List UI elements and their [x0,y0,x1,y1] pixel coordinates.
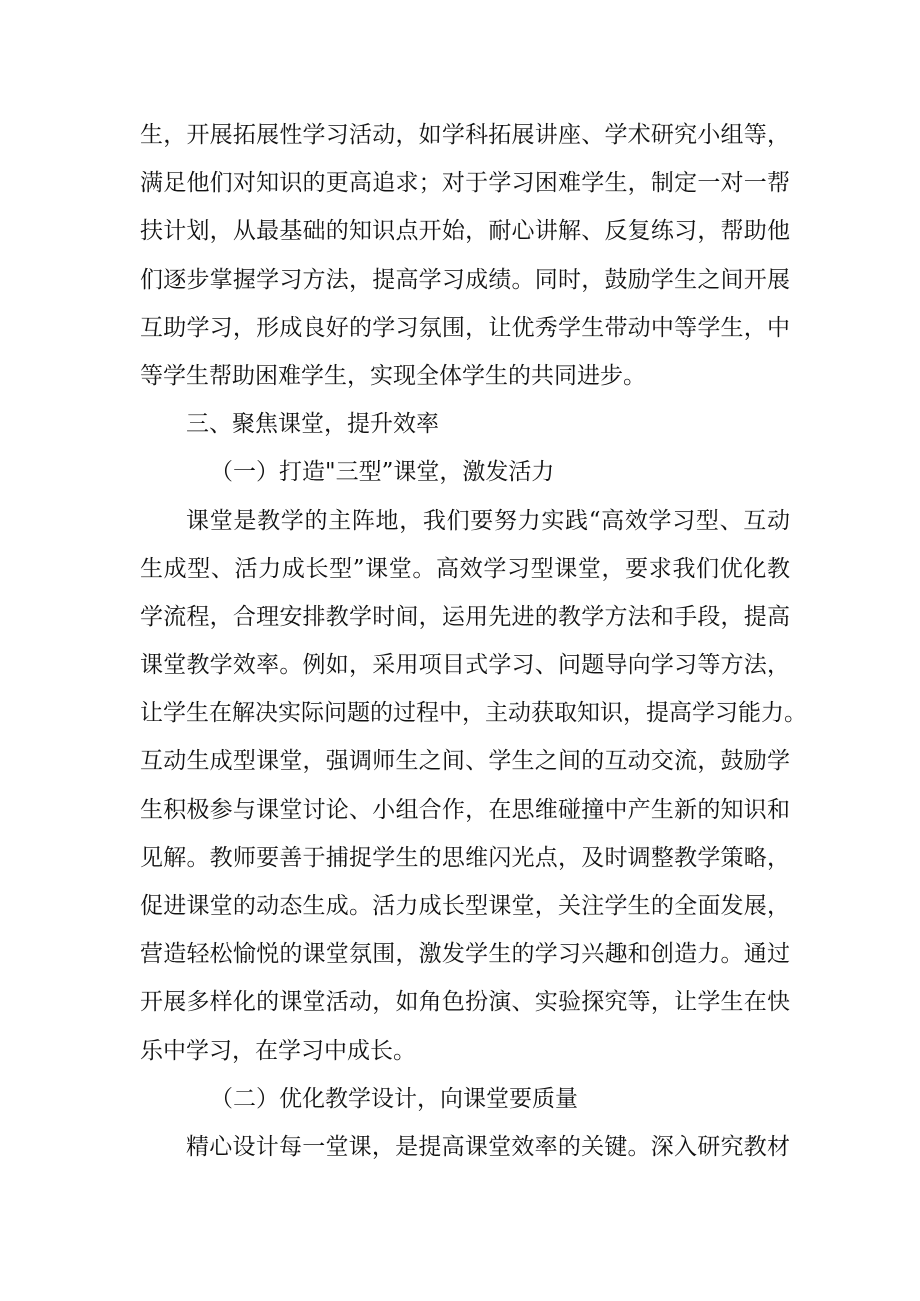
paragraph-line: 学流程，合理安排教学时间，运用先进的教学方法和手段，提高 [140,603,790,630]
subsection-heading: （二）优化教学设计，向课堂要质量 [210,1085,578,1112]
paragraph-line: 见解。教师要善于捕捉学生的思维闪光点，及时调整教学策略， [140,844,790,871]
paragraph-line: 营造轻松愉悦的课堂氛围，激发学生的学习兴趣和创造力。通过 [140,941,790,968]
paragraph-line: 促进课堂的动态生成。活力成长型课堂，关注学生的全面发展， [140,893,790,919]
paragraph-line: 课堂教学效率。例如，采用项目式学习、问题导向学习等方法， [140,652,790,679]
paragraph-line: 等学生帮助困难学生，实现全体学生的共同进步。 [140,362,646,389]
section-heading: 三、聚焦课堂，提升效率 [186,411,439,438]
paragraph-line: 生成型、活力成长型”课堂。高效学习型课堂，要求我们优化教 [140,555,790,582]
paragraph-line: 互动生成型课堂，强调师生之间、学生之间的互动交流，鼓励学 [140,748,790,775]
body-text [140,111,807,1171]
paragraph-line: 让学生在解决实际问题的过程中，主动获取知识，提高学习能力。 [140,700,807,727]
paragraph-line: 生，开展拓展性学习活动，如学科拓展讲座、学术研究小组等， [140,122,790,148]
paragraph-line: 精心设计每一堂课，是提高课堂效率的关键。深入研究教材 [186,1133,790,1160]
paragraph-line: 乐中学习，在学习中成长。 [140,1037,416,1064]
paragraph-line: 开展多样化的课堂活动，如角色扮演、实验探究等，让学生在快 [140,989,790,1016]
paragraph-line: 扶计划，从最基础的知识点开始，耐心讲解、反复练习，帮助他 [140,218,790,245]
paragraph-line: 满足他们对知识的更高追求；对于学习困难学生，制定一对一帮 [140,170,790,197]
paragraph-line: 互助学习，形成良好的学习氛围，让优秀学生带动中等学生，中 [140,314,790,341]
paragraph-line: 们逐步掌握学习方法，提高学习成绩。同时，鼓励学生之间开展 [140,266,790,293]
subsection-heading: （一）打造"三型”课堂，激发活力 [210,459,555,486]
paragraph-line: 生积极参与课堂讨论、小组合作，在思维碰撞中产生新的知识和 [140,796,790,823]
paragraph-line: 课堂是教学的主阵地，我们要努力实践“高效学习型、互动 [186,507,790,534]
